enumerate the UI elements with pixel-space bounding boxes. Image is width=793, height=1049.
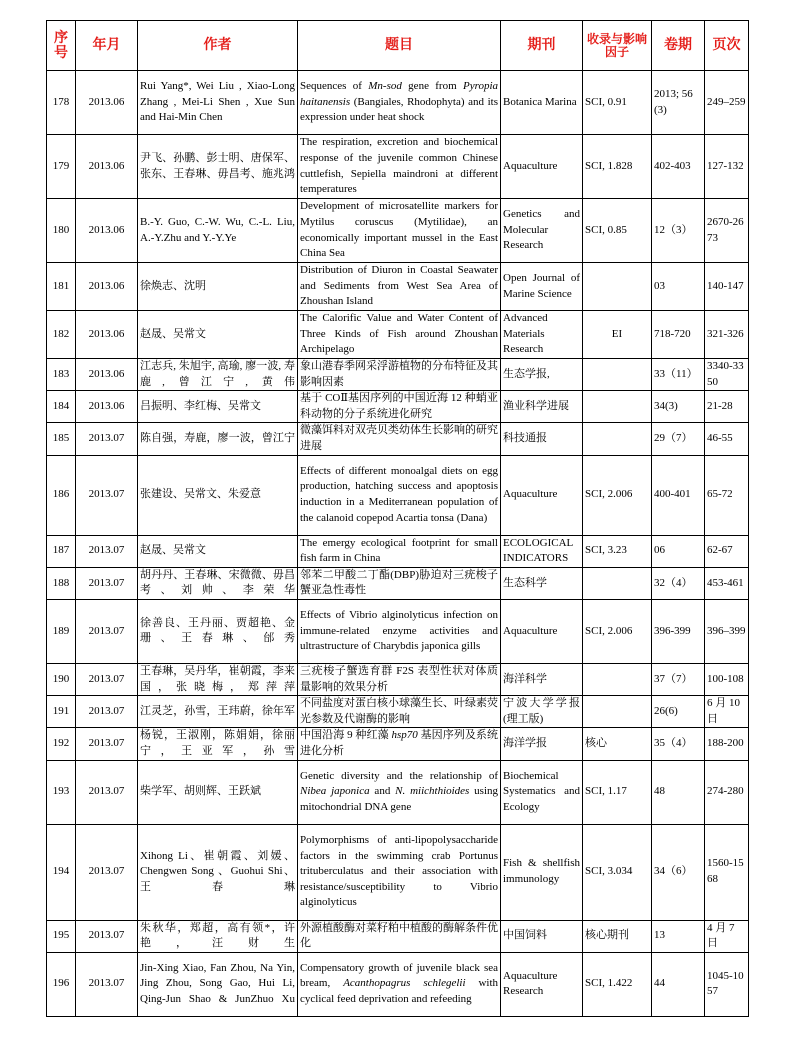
row-author: 吕振明、李红梅、吴常文 (138, 391, 298, 423)
header-volume: 卷期 (652, 21, 705, 71)
row-volume: 400-401 (652, 455, 705, 535)
row-journal: Biochemical Systematics and Ecology (501, 760, 583, 824)
row-date: 2013.07 (76, 663, 138, 695)
row-seq: 180 (47, 199, 76, 263)
row-date: 2013.07 (76, 824, 138, 920)
row-title: 象山港春季网采浮游植物的分布特征及其影响因素 (298, 359, 501, 391)
row-volume: 06 (652, 535, 705, 567)
row-pages: 321-326 (705, 311, 749, 359)
row-volume: 718-720 (652, 311, 705, 359)
row-journal: Genetics and Molecular Research (501, 199, 583, 263)
header-title: 题目 (298, 21, 501, 71)
table-row (47, 696, 749, 728)
row-seq: 185 (47, 423, 76, 455)
row-volume: 48 (652, 760, 705, 824)
row-title: 基于 COⅡ基因序列的中国近海 12 种蛸亚科动物的分子系统进化研究 (298, 391, 501, 423)
row-author: 尹飞、孙鹏、彭士明、唐保军、张东、王春琳、毋昌考、施兆鸿 (138, 135, 298, 199)
row-journal: 生态学报, (501, 359, 583, 391)
row-journal: ECOLOGICAL INDICATORS (501, 535, 583, 567)
row-pages: 396–399 (705, 599, 749, 663)
row-date: 2013.07 (76, 599, 138, 663)
row-journal: Fish & shellfish immunology (501, 824, 583, 920)
row-seq: 188 (47, 567, 76, 599)
row-seq: 181 (47, 263, 76, 311)
row-volume: 13 (652, 920, 705, 952)
row-pages: 100-108 (705, 663, 749, 695)
species-name: Pyropia haitanensis (300, 80, 499, 108)
row-index: SCI, 1.422 (583, 952, 652, 1016)
header-index: 收录与影响因子 (583, 21, 652, 71)
row-pages: 3340-3350 (705, 359, 749, 391)
row-index: EI (583, 311, 652, 359)
table-row (47, 391, 749, 423)
row-title: The Calorific Value and Water Content of Three Kinds of Fish around Zhoushan Archipelago (298, 311, 501, 359)
row-author: 江志兵, 朱旭宇, 高瑜, 廖一波, 寿鹿, 曾江宁, 黄伟 (138, 359, 298, 391)
row-pages: 65-72 (705, 455, 749, 535)
row-title: 邻苯二甲酸二丁酯(DBP)胁迫对三疣梭子蟹亚急性毒性 (298, 567, 501, 599)
table-row (47, 423, 749, 455)
row-date: 2013.06 (76, 199, 138, 263)
row-journal: Aquaculture Research (501, 952, 583, 1016)
row-journal: 渔业科学进展 (501, 391, 583, 423)
row-index: SCI, 0.91 (583, 71, 652, 135)
species-name: Mn-sod (368, 80, 402, 93)
row-volume: 34(3) (652, 391, 705, 423)
table-row (47, 567, 749, 599)
table-row (47, 663, 749, 695)
row-title: 外源植酸酶对菜籽粕中植酸的酶解条件优化 (298, 920, 501, 952)
row-seq: 191 (47, 696, 76, 728)
species-name: Nibea japonica (300, 785, 370, 798)
row-volume: 32（4） (652, 567, 705, 599)
row-seq: 192 (47, 728, 76, 760)
table-row (47, 263, 749, 311)
table-row (47, 135, 749, 199)
row-seq: 190 (47, 663, 76, 695)
row-seq: 182 (47, 311, 76, 359)
row-volume: 03 (652, 263, 705, 311)
row-pages: 21-28 (705, 391, 749, 423)
row-index: SCI, 1.828 (583, 135, 652, 199)
row-title: 不同盐度对蛋白核小球藻生长、叶绿素荧光参数及代谢酶的影响 (298, 696, 501, 728)
row-title: Compensatory growth of juvenile black sea bream, Acanthopagrus schlegelii with cyclical feed deprivation and refeeding (298, 952, 501, 1016)
row-title: Genetic diversity and the relationship of Nibea japonica and N. miichthioides using mitochondrial DNA gene (298, 760, 501, 824)
row-journal: 中国饲料 (501, 920, 583, 952)
species-name: hsp70 (391, 729, 418, 742)
row-journal: 海洋学报 (501, 728, 583, 760)
row-pages: 6 月 10 日 (705, 696, 749, 728)
row-pages: 2670-2673 (705, 199, 749, 263)
row-author: 柴学军、胡则辉、王跃斌 (138, 760, 298, 824)
row-index (583, 696, 652, 728)
row-date: 2013.07 (76, 728, 138, 760)
row-pages: 127-132 (705, 135, 749, 199)
table-row (47, 535, 749, 567)
row-volume: 35（4） (652, 728, 705, 760)
row-pages: 249–259 (705, 71, 749, 135)
table-row (47, 599, 749, 663)
row-index: SCI, 0.85 (583, 199, 652, 263)
header-seq: 序号 (47, 21, 76, 71)
row-date: 2013.07 (76, 423, 138, 455)
header-date: 年月 (76, 21, 138, 71)
row-seq: 189 (47, 599, 76, 663)
row-index (583, 263, 652, 311)
row-volume: 37（7） (652, 663, 705, 695)
row-index: 核心期刊 (583, 920, 652, 952)
species-name: N. miichthioides (395, 785, 470, 798)
row-seq: 179 (47, 135, 76, 199)
row-journal: Aquaculture (501, 455, 583, 535)
row-volume: 44 (652, 952, 705, 1016)
row-author: 江灵芝，孙雪，王玮蔚，徐年军 (138, 696, 298, 728)
table-row (47, 311, 749, 359)
row-author: 胡丹丹、王春琳、宋微微、毋昌考、刘帅、李荣华 (138, 567, 298, 599)
row-pages: 274-280 (705, 760, 749, 824)
table-row (47, 199, 749, 263)
row-journal: Aquaculture (501, 135, 583, 199)
row-date: 2013.07 (76, 567, 138, 599)
row-author: 张建设、吴常文、朱爱意 (138, 455, 298, 535)
row-journal: Botanica Marina (501, 71, 583, 135)
table-row (47, 455, 749, 535)
row-title: Sequences of Mn-sod gene from Pyropia haitanensis (Bangiales, Rhodophyta) and its expression under heat shock (298, 71, 501, 135)
row-journal: 生态科学 (501, 567, 583, 599)
row-date: 2013.07 (76, 455, 138, 535)
row-pages: 62-67 (705, 535, 749, 567)
row-journal: 海洋科学 (501, 663, 583, 695)
table-row (47, 824, 749, 920)
row-author: 朱秋华，郑超，高有领*，许艳，汪财生 (138, 920, 298, 952)
header-pages: 页次 (705, 21, 749, 71)
row-index: SCI, 2.006 (583, 455, 652, 535)
row-date: 2013.07 (76, 696, 138, 728)
row-title: Development of microsatellite markers for Mytilus coruscus (Mytilidae), an economically important mussel in the East China Sea (298, 199, 501, 263)
row-title: Effects of Vibrio alginolyticus infection on immune-related enzyme activities and ultrastructure of Charybdis japonica gills (298, 599, 501, 663)
row-volume: 26(6) (652, 696, 705, 728)
row-date: 2013.06 (76, 71, 138, 135)
row-author: B.-Y. Guo, C.-W. Wu, C.-L. Liu, A.-Y.Zhu and Y.-Y.Ye (138, 199, 298, 263)
row-author: 杨锐，王淑刚，陈娟娟，徐丽宁，王亚军，孙雪 (138, 728, 298, 760)
row-author: 赵晟、吴常文 (138, 535, 298, 567)
row-volume: 2013; 56(3) (652, 71, 705, 135)
row-date: 2013.07 (76, 760, 138, 824)
row-index (583, 663, 652, 695)
row-date: 2013.07 (76, 920, 138, 952)
row-pages: 1045-1057 (705, 952, 749, 1016)
row-index: SCI, 2.006 (583, 599, 652, 663)
row-author: Jin-Xing Xiao, Fan Zhou, Na Yin, Jing Zhou, Song Gao, Hui Li, Qing-Jun Shao & JunZhuo Xu (138, 952, 298, 1016)
row-pages: 1560-1568 (705, 824, 749, 920)
row-seq: 187 (47, 535, 76, 567)
publication-table (46, 20, 749, 1017)
row-title: 微藻饵料对双壳贝类幼体生长影响的研究进展 (298, 423, 501, 455)
row-date: 2013.06 (76, 135, 138, 199)
table-row (47, 359, 749, 391)
row-journal: 宁波大学学报(理工版) (501, 696, 583, 728)
row-seq: 186 (47, 455, 76, 535)
row-date: 2013.06 (76, 311, 138, 359)
row-seq: 196 (47, 952, 76, 1016)
row-date: 2013.06 (76, 391, 138, 423)
row-title: 中国沿海 9 种红藻 hsp70 基因序列及系统进化分析 (298, 728, 501, 760)
row-index: SCI, 3.23 (583, 535, 652, 567)
row-author: 赵晟、吴常文 (138, 311, 298, 359)
table-row (47, 920, 749, 952)
row-index: SCI, 3.034 (583, 824, 652, 920)
header-journal: 期刊 (501, 21, 583, 71)
row-pages: 453-461 (705, 567, 749, 599)
table-row (47, 71, 749, 135)
row-title: The respiration, excretion and biochemical response of the juvenile common Chinese cuttlefish, Sepiella maindroni at different temperatures (298, 135, 501, 199)
row-index (583, 423, 652, 455)
table-row (47, 760, 749, 824)
row-author: Rui Yang*, Wei Liu , Xiao-Long Zhang , Mei-Li Shen , Xue Sun and Hai-Min Chen (138, 71, 298, 135)
row-title: The emergy ecological footprint for small fish farm in China (298, 535, 501, 567)
table-row (47, 728, 749, 760)
row-volume: 12（3） (652, 199, 705, 263)
row-title: 三疣梭子蟹选育群 F2S 表型性状对体质量影响的效果分析 (298, 663, 501, 695)
row-journal: Aquaculture (501, 599, 583, 663)
row-date: 2013.07 (76, 952, 138, 1016)
row-seq: 195 (47, 920, 76, 952)
row-journal: Advanced Materials Research (501, 311, 583, 359)
row-date: 2013.07 (76, 535, 138, 567)
row-pages: 140-147 (705, 263, 749, 311)
row-seq: 184 (47, 391, 76, 423)
table-body (47, 71, 749, 1017)
row-volume: 34（6） (652, 824, 705, 920)
row-index: SCI, 1.17 (583, 760, 652, 824)
header-author: 作者 (138, 21, 298, 71)
row-index (583, 567, 652, 599)
row-volume: 29（7） (652, 423, 705, 455)
row-volume: 402-403 (652, 135, 705, 199)
row-title: Polymorphisms of anti-lipopolysaccharide factors in the swimming crab Portunus trituberculatus and their association with resistance/susceptibility to Vibrio alginolyticus (298, 824, 501, 920)
row-title: Effects of different monoalgal diets on egg production, hatching success and apoptosis induction in a Mediterranean population of the calanoid copepod Acartia tonsa (Dana) (298, 455, 501, 535)
table-row (47, 952, 749, 1016)
row-author: 徐善良、王丹丽、贾超艳、金珊、王春琳、邰秀 (138, 599, 298, 663)
row-index (583, 391, 652, 423)
row-volume: 33（11） (652, 359, 705, 391)
row-author: 王春琳，吴丹华，崔朝霞，李来国，张晓梅，郑萍萍 (138, 663, 298, 695)
row-author: Xihong Li、崔朝霞、刘媛、Chengwen Song 、Guohui Shi、王春琳 (138, 824, 298, 920)
row-seq: 193 (47, 760, 76, 824)
row-title: Distribution of Diuron in Coastal Seawater and Sediments from West Sea Area of Zhoushan Island (298, 263, 501, 311)
row-date: 2013.06 (76, 359, 138, 391)
row-pages: 4 月 7 日 (705, 920, 749, 952)
row-seq: 194 (47, 824, 76, 920)
species-name: Acanthopagrus schlegelii (343, 977, 466, 990)
row-seq: 183 (47, 359, 76, 391)
row-journal: Open Journal of Marine Science (501, 263, 583, 311)
row-volume: 396-399 (652, 599, 705, 663)
row-author: 徐焕志、沈明 (138, 263, 298, 311)
row-index (583, 359, 652, 391)
row-seq: 178 (47, 71, 76, 135)
row-pages: 46-55 (705, 423, 749, 455)
row-index: 核心 (583, 728, 652, 760)
row-author: 陈自强，寿鹿，廖一波，曾江宁 (138, 423, 298, 455)
row-pages: 188-200 (705, 728, 749, 760)
row-journal: 科技通报 (501, 423, 583, 455)
header-row (47, 21, 749, 71)
row-date: 2013.06 (76, 263, 138, 311)
